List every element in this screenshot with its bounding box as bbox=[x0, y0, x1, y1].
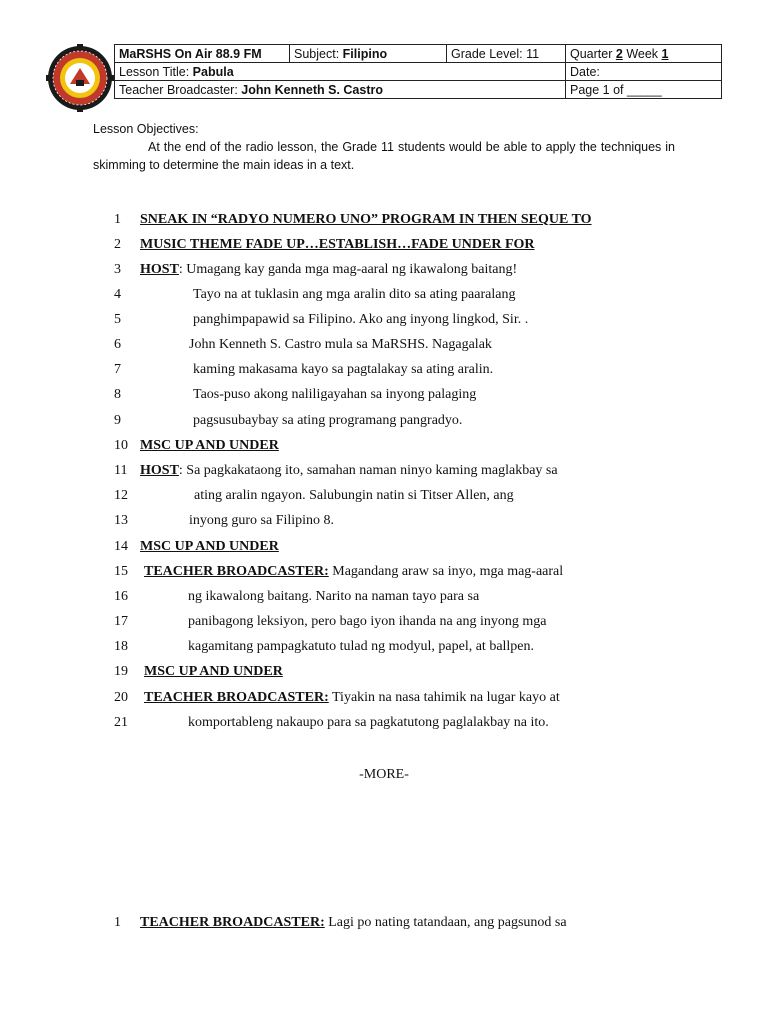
line-text bbox=[140, 463, 558, 479]
sound-cue: MSC UP AND UNDER bbox=[140, 438, 279, 453]
page-blank: _____ bbox=[627, 82, 662, 97]
line-number: 19 bbox=[114, 664, 128, 679]
quarter-value: 2 bbox=[615, 46, 623, 61]
objectives-heading: Lesson Objectives: bbox=[93, 122, 199, 136]
speaker-label: HOST bbox=[140, 262, 179, 277]
dialogue: kagamitang pampagkatuto tulad ng modyul, papel, at ballpen. bbox=[188, 639, 535, 654]
teacher-value: John Kenneth S. Castro bbox=[241, 82, 383, 97]
school-seal-icon bbox=[46, 44, 114, 112]
line-number: 10 bbox=[114, 438, 128, 453]
lesson-value: Pabula bbox=[192, 64, 234, 79]
dialogue: kaming makasama kayo sa pagtalakay sa ating aralin. bbox=[193, 362, 494, 377]
dialogue: panibagong leksiyon, pero bago iyon ihanda na ang inyong mga bbox=[188, 614, 547, 629]
line-number: 15 bbox=[114, 564, 128, 579]
line-number: 18 bbox=[114, 639, 128, 654]
line-number: 3 bbox=[114, 262, 121, 277]
dialogue: Taos-puso akong naliligayahan sa inyong palaging bbox=[193, 387, 477, 402]
line-number: 6 bbox=[114, 337, 121, 352]
line-number: 1 bbox=[114, 212, 121, 227]
speaker-label: TEACHER BROADCASTER: bbox=[140, 915, 325, 930]
line-number: 5 bbox=[114, 312, 121, 327]
page-label: Page 1 of bbox=[570, 82, 624, 97]
sound-cue: SNEAK IN “RADYO NUMERO UNO” PROGRAM IN THEN SEQUE TO bbox=[140, 212, 592, 227]
line-number: 4 bbox=[114, 287, 121, 302]
sound-cue: MUSIC THEME FADE UP…ESTABLISH…FADE UNDER FOR bbox=[140, 237, 535, 252]
sound-cue: MSC UP AND UNDER bbox=[140, 539, 279, 554]
station-name: MaRSHS On Air 88.9 FM bbox=[115, 45, 290, 63]
header-table bbox=[114, 44, 722, 99]
line-number: 16 bbox=[114, 589, 128, 604]
line-number: 20 bbox=[114, 690, 128, 705]
line-text bbox=[144, 564, 563, 580]
objectives-body: At the end of the radio lesson, the Grade 11 students would be able to apply the techniques in skimming to determine the main ideas in a text. bbox=[93, 140, 675, 172]
subject-label: Subject: bbox=[294, 46, 340, 61]
more-marker: -MORE- bbox=[359, 767, 409, 782]
quarter-label: Quarter bbox=[570, 46, 613, 61]
subject-cell bbox=[290, 45, 447, 63]
line-number: 17 bbox=[114, 614, 128, 629]
dialogue: : Sa pagkakataong ito, samahan naman ninyo kaming maglakbay sa bbox=[178, 463, 558, 478]
subject-value: Filipino bbox=[342, 46, 388, 61]
line-number: 8 bbox=[114, 387, 121, 402]
line-number: 11 bbox=[114, 463, 128, 478]
line-number: 21 bbox=[114, 715, 128, 730]
line-number: 9 bbox=[114, 413, 121, 428]
dialogue: : Umagang kay ganda mga mag-aaral ng ikawalong baitang! bbox=[178, 262, 518, 277]
week-value: 1 bbox=[661, 46, 669, 61]
dialogue: komportableng nakaupo para sa pagkatutong paglalakbay na ito. bbox=[188, 715, 549, 730]
teacher-label: Teacher Broadcaster: bbox=[119, 82, 238, 97]
lesson-title-cell bbox=[115, 63, 566, 81]
line-number: 2 bbox=[114, 237, 121, 252]
line-number: 7 bbox=[114, 362, 121, 377]
line-number: 13 bbox=[114, 513, 128, 528]
speaker-label: TEACHER BROADCASTER: bbox=[144, 690, 329, 705]
date-label: Date: bbox=[570, 64, 600, 79]
line-text bbox=[140, 262, 517, 278]
teacher-cell bbox=[115, 81, 566, 99]
lesson-label: Lesson Title: bbox=[119, 64, 190, 79]
line-text bbox=[144, 690, 560, 706]
line-text bbox=[140, 915, 567, 931]
dialogue: ng ikawalong baitang. Narito na naman tayo para sa bbox=[188, 589, 480, 604]
speaker-label: TEACHER BROADCASTER: bbox=[144, 564, 329, 579]
grade-label: Grade Level: bbox=[451, 46, 523, 61]
grade-cell bbox=[447, 45, 566, 63]
page-cell bbox=[566, 81, 722, 99]
dialogue: Tiyakin na nasa tahimik na lugar kayo at bbox=[328, 690, 560, 705]
dialogue: John Kenneth S. Castro mula sa MaRSHS. Nagagalak bbox=[189, 337, 492, 352]
dialogue: inyong guro sa Filipino 8. bbox=[189, 513, 335, 528]
line-number: 14 bbox=[114, 539, 128, 554]
grade-value: 11 bbox=[526, 46, 540, 61]
sound-cue: MSC UP AND UNDER bbox=[144, 664, 283, 679]
line-number: 1 bbox=[114, 915, 121, 930]
dialogue: Lagi po nating tatandaan, ang pagsunod sa bbox=[324, 915, 567, 930]
quarter-week-cell bbox=[566, 45, 722, 63]
dialogue: panghimpapawid sa Filipino. Ako ang inyong lingkod, Sir. . bbox=[193, 312, 529, 327]
speaker-label: HOST bbox=[140, 463, 179, 478]
date-cell bbox=[566, 63, 722, 81]
dialogue: pagsusubaybay sa ating programang pangradyo. bbox=[193, 413, 463, 428]
dialogue: ating aralin ngayon. Salubungin natin si Titser Allen, ang bbox=[194, 488, 514, 503]
dialogue: Magandang araw sa inyo, mga mag-aaral bbox=[328, 564, 564, 579]
dialogue: Tayo na at tuklasin ang mga aralin dito sa ating paaralang bbox=[193, 287, 516, 302]
line-number: 12 bbox=[114, 488, 128, 503]
lesson-objectives bbox=[93, 120, 675, 174]
week-label: Week bbox=[626, 46, 659, 61]
